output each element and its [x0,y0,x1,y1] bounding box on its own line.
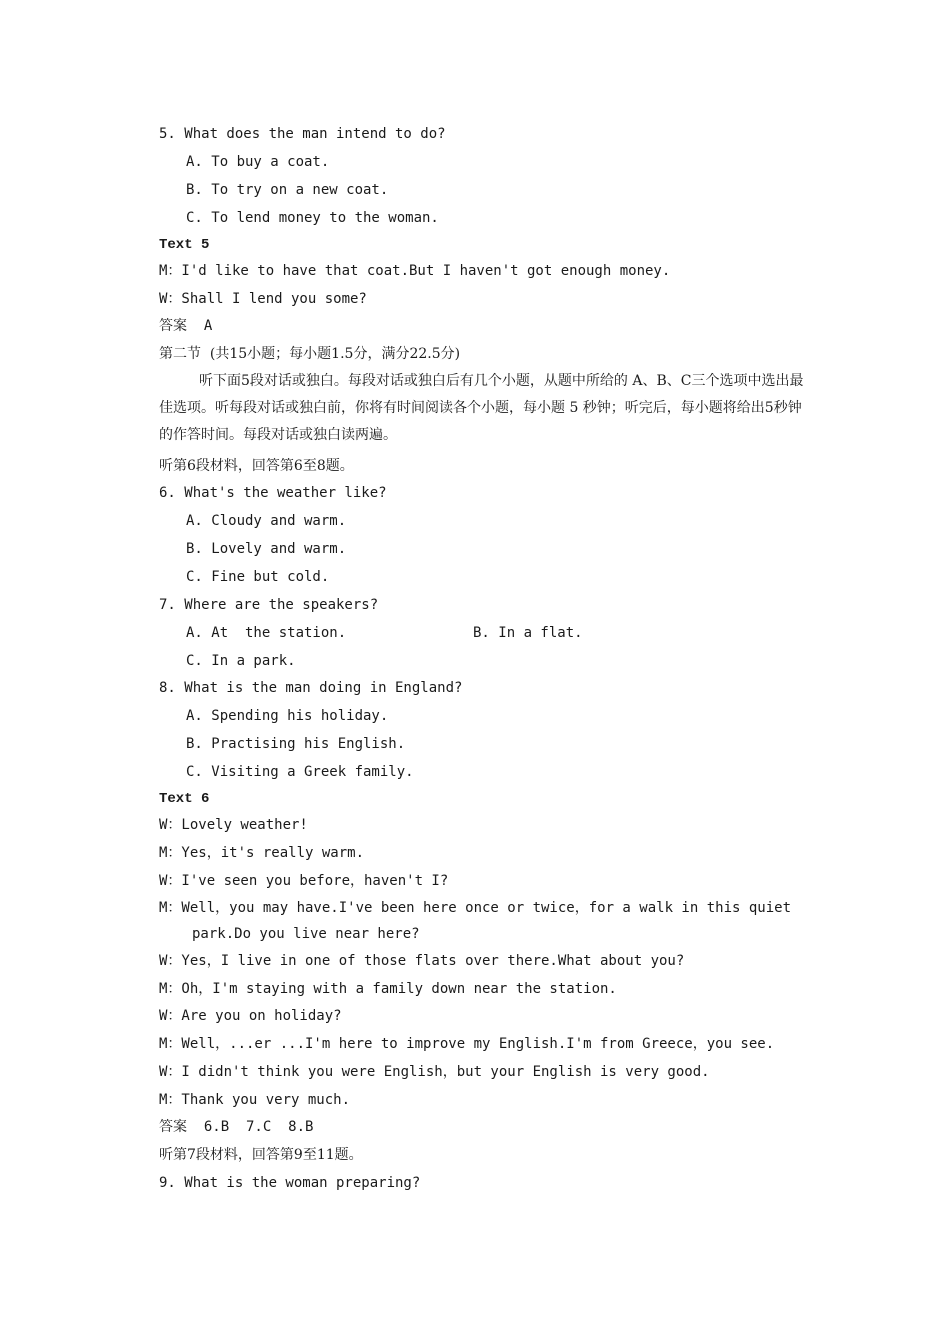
text-6-line-9: W：I didn't think you were English，but your English is very good. [159,1064,710,1080]
section-2-instructions: 听下面5段对话或独白。每段对话或独白后有几个小题，从题中所给的 A、B、C三个选项中选出最佳选项。听每段对话或独白前，你将有时间阅读各个小题，每小题 5 秒钟；听完后，每小题将给出5秒钟的作答时间。每段对话或独白读两遍。 [159,373,804,443]
question-8-option-b: B. Practising his English. [186,736,406,752]
question-7-option-a: A. At the station. [186,625,347,641]
text-6-line-2: M：Yes，it's really warm. [159,845,365,861]
text-6-line-7: W：Are you on holiday? [159,1008,342,1024]
text-6-line-3: W：I've seen you before，haven't I? [159,873,449,889]
text-6-line-1: W：Lovely weather! [159,817,308,833]
section-2-heading: 第二节 (共15小题；每小题1.5分，满分22.5分) [159,346,461,362]
question-5: 5. What does the man intend to do? [159,126,446,142]
answer-5: 答案 A [159,318,213,334]
question-8-option-c: C. Visiting a Greek family. [186,764,414,780]
text-6-line-8: M：Well，...er ...I'm here to improve my English.I'm from Greece，you see. [159,1036,775,1052]
text-6-heading: Text 6 [159,791,210,807]
question-8-option-a: A. Spending his holiday. [186,708,389,724]
question-7-option-b: B. In a flat. [473,625,583,641]
question-5-option-b: B. To try on a new coat. [186,182,389,198]
text-6-line-10: M：Thank you very much. [159,1092,351,1108]
question-7-option-c: C. In a park. [186,653,296,669]
question-5-option-a: A. To buy a coat. [186,154,330,170]
text-6-line-4: M：Well，you may have.I've been here once or twice，for a walk in this quiet park.Do you live near here? [159,900,792,942]
answer-6: 答案 6.B 7.C 8.B [159,1119,314,1135]
listen-6-instruction: 听第6段材料，回答第6至8题。 [159,458,354,474]
question-7: 7. Where are the speakers? [159,597,379,613]
question-6-option-a: A. Cloudy and warm. [186,513,347,529]
text-5-line-2: W：Shall I lend you some? [159,291,367,307]
text-6-line-5: W：Yes，I live in one of those flats over there.What about you? [159,953,685,969]
question-6: 6. What's the weather like? [159,485,387,501]
text-5-heading: Text 5 [159,237,210,253]
question-9: 9. What is the woman preparing? [159,1175,421,1191]
question-6-option-b: B. Lovely and warm. [186,541,347,557]
listen-7-instruction: 听第7段材料，回答第9至11题。 [159,1147,363,1163]
question-8: 8. What is the man doing in England? [159,680,463,696]
text-5-line-1: M：I'd like to have that coat.But I haven't got enough money. [159,263,671,279]
question-6-option-c: C. Fine but cold. [186,569,330,585]
question-5-option-c: C. To lend money to the woman. [186,210,439,226]
text-6-line-6: M：Oh，I'm staying with a family down near the station. [159,981,617,997]
